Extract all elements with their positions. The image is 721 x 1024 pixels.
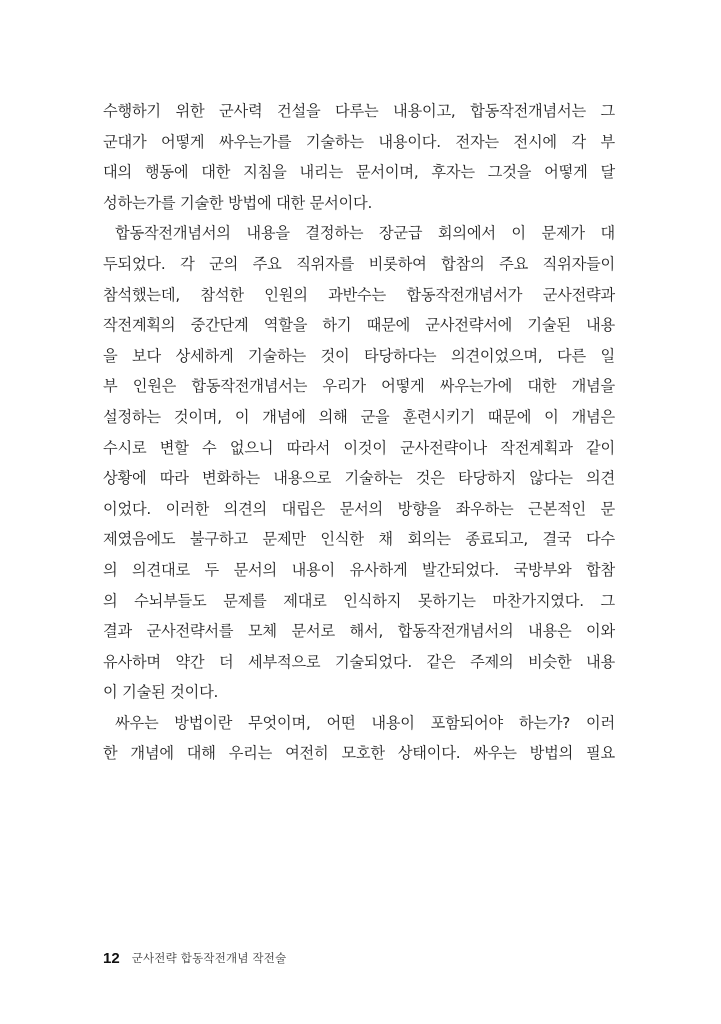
text-line: 의 의견대로 두 문서의 내용이 유사하게 발간되었다. 국방부와 합참 [103, 560, 615, 579]
text-line: 수행하기 위한 군사력 건설을 다루는 내용이고, 합동작전개념서는 그 [103, 102, 615, 120]
page-number: 12 [103, 949, 120, 967]
text-line: 결과 군사전략서를 모체 문서로 해서, 합동작전개념서의 내용은 이와 [103, 622, 615, 641]
text-line: 대의 행동에 대한 지침을 내리는 문서이며, 후자는 그것을 어떻게 달 [103, 163, 615, 182]
text-line: 합동작전개념서의 내용을 결정하는 장군급 회의에서 이 문제가 대 [115, 224, 615, 243]
text-line: 유사하며 약간 더 세부적으로 기술되었다. 같은 주제의 비슷한 내용 [103, 652, 615, 671]
text-line: 상황에 따라 변화하는 내용으로 기술하는 것은 타당하지 않다는 의견 [103, 469, 615, 488]
running-title: 군사전략 합동작전개념 작전술 [131, 951, 287, 965]
page-footer [103, 946, 286, 970]
text-line: 의 수뇌부들도 문제를 제대로 인식하지 못하기는 마찬가지였다. 그 [103, 591, 615, 610]
body-text [103, 96, 615, 769]
text-line: 군대가 어떻게 싸우는가를 기술하는 내용이다. 전자는 전시에 각 부 [103, 132, 615, 151]
text-line: 두되었다. 각 군의 주요 직위자를 비롯하여 합참의 주요 직위자들이 [103, 254, 615, 273]
text-line: 한 개념에 대해 우리는 여전히 모호한 상태이다. 싸우는 방법의 필요 [103, 744, 615, 763]
text-line: 을 보다 상세하게 기술하는 것이 타당하다는 의견이었으며, 다른 일 [103, 346, 615, 365]
text-line: 성하는가를 기술한 방법에 대한 문서이다. [103, 193, 373, 212]
text-line: 부 인원은 합동작전개념서는 우리가 어떻게 싸우는가에 대한 개념을 [103, 377, 615, 396]
text-line: 작전계획의 중간단계 역할을 하기 때문에 군사전략서에 기술된 내용 [103, 316, 615, 335]
text-line: 이 기술된 것이다. [103, 683, 219, 702]
text-line: 제였음에도 불구하고 문제만 인식한 채 회의는 종료되고, 결국 다수 [103, 530, 615, 549]
text-line: 이었다. 이러한 의견의 대립은 문서의 방향을 좌우하는 근본적인 문 [103, 499, 615, 518]
text-line: 설정하는 것이며, 이 개념에 의해 군을 훈련시키기 때문에 이 개념은 [103, 407, 615, 426]
text-line: 수시로 변할 수 없으니 따라서 이것이 군사전략이나 작전계획과 같이 [103, 438, 615, 457]
text-line: 참석했는데, 참석한 인원의 과반수는 합동작전개념서가 군사전략과 [103, 285, 615, 304]
text-line: 싸우는 방법이란 무엇이며, 어떤 내용이 포함되어야 하는가? 이러 [115, 713, 615, 732]
